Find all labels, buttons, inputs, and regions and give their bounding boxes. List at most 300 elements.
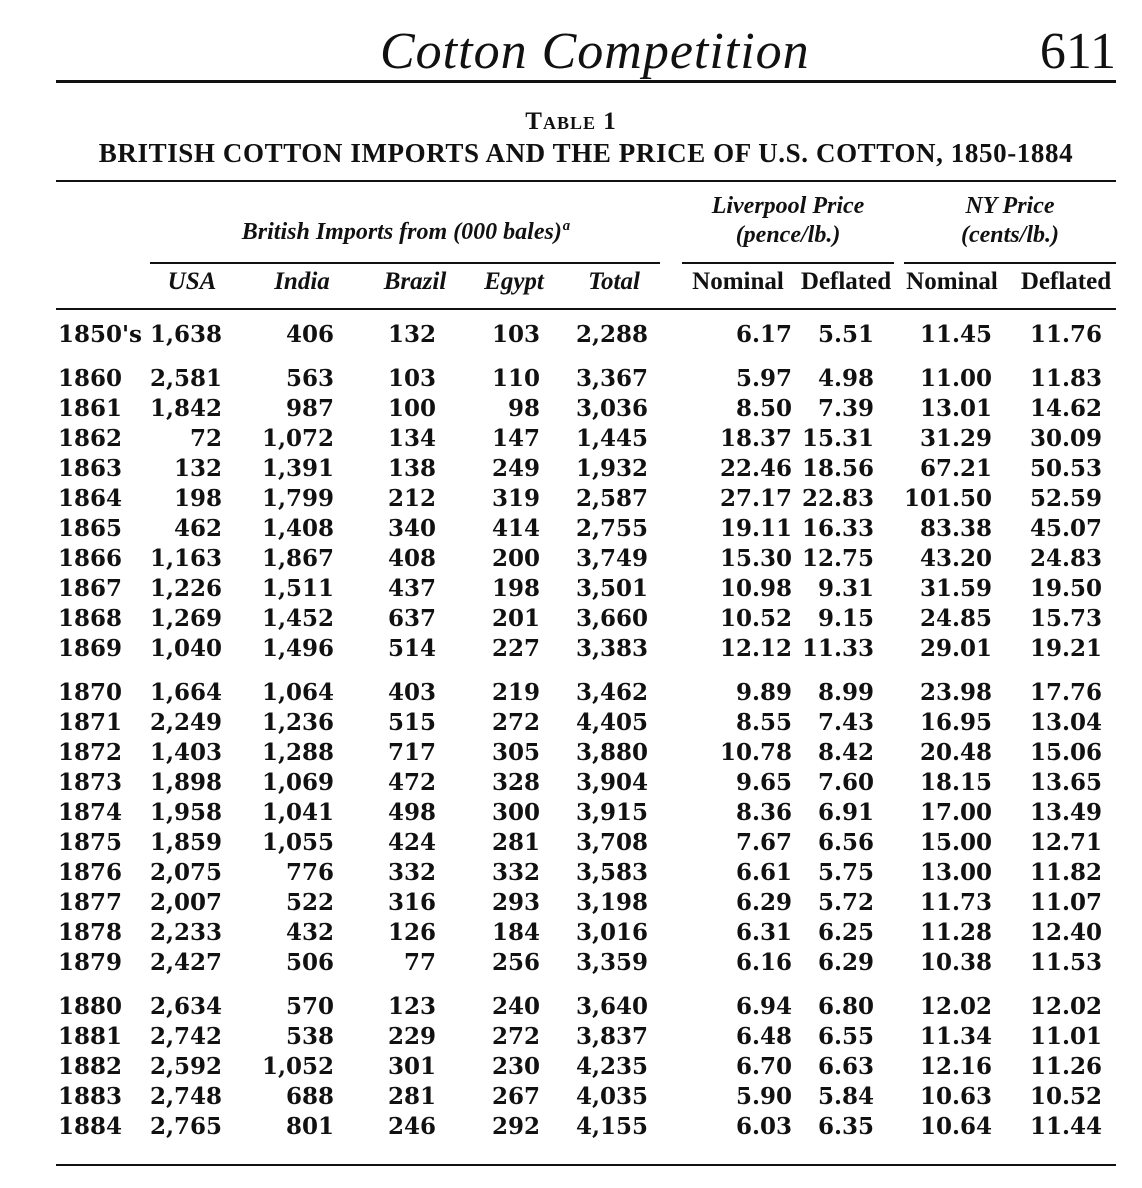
- cell-egypt: 272: [491, 709, 540, 736]
- cell-egypt: 281: [491, 829, 540, 856]
- cell-brazil: 281: [387, 1083, 436, 1110]
- cell-egypt: 256: [491, 949, 540, 976]
- cell-ny-deflated: 11.76: [1029, 321, 1102, 348]
- cell-total: 3,501: [575, 575, 648, 602]
- cell-brazil: 424: [387, 829, 436, 856]
- cell-total: 3,660: [575, 605, 648, 632]
- cell-ny-nominal: 16.95: [919, 709, 992, 736]
- cell-egypt: 240: [491, 993, 540, 1020]
- cell-liv-nominal: 6.16: [735, 949, 792, 976]
- cell-usa: 2,592: [149, 1053, 222, 1080]
- cell-liv-nominal: 18.37: [719, 425, 792, 452]
- table-row: [0, 544, 1142, 574]
- table-top-rule: [56, 180, 1116, 182]
- cell-liv-nominal: 6.94: [735, 993, 792, 1020]
- cell-brazil: 437: [387, 575, 436, 602]
- row-year: 1865: [58, 515, 123, 542]
- table-row: [0, 484, 1142, 514]
- table-row: [0, 454, 1142, 484]
- cell-total: 4,035: [575, 1083, 648, 1110]
- cell-usa: 1,638: [149, 321, 222, 348]
- table-label: Table 1: [525, 108, 617, 135]
- column-header-usa: USA: [167, 268, 217, 295]
- row-year: 1850's: [58, 321, 143, 348]
- group-rule-ny: [904, 262, 1116, 264]
- table-row: [0, 708, 1142, 738]
- cell-india: 1,452: [261, 605, 334, 632]
- cell-ny-nominal: 43.20: [919, 545, 992, 572]
- cell-egypt: 414: [491, 515, 540, 542]
- cell-india: 1,867: [261, 545, 334, 572]
- cell-ny-nominal: 13.00: [919, 859, 992, 886]
- cell-liv-nominal: 15.30: [719, 545, 792, 572]
- cell-liv-nominal: 10.98: [719, 575, 792, 602]
- cell-egypt: 200: [491, 545, 540, 572]
- group-header-liverpool-line2: (pence/lb.): [735, 222, 841, 248]
- cell-india: 1,052: [261, 1053, 334, 1080]
- cell-ny-nominal: 18.15: [919, 769, 992, 796]
- group-rule-liverpool: [682, 262, 894, 264]
- cell-liv-deflated: 9.31: [817, 575, 874, 602]
- cell-usa: 1,958: [149, 799, 222, 826]
- cell-ny-deflated: 30.09: [1029, 425, 1102, 452]
- cell-liv-deflated: 16.33: [801, 515, 874, 542]
- cell-egypt: 98: [507, 395, 540, 422]
- cell-liv-deflated: 6.80: [817, 993, 874, 1020]
- column-header-total: Total: [588, 268, 640, 295]
- group-header-ny-line1: NY Price: [965, 193, 1055, 219]
- cell-total: 4,155: [575, 1113, 648, 1140]
- cell-india: 688: [285, 1083, 334, 1110]
- table-row: [0, 634, 1142, 664]
- cell-liv-deflated: 6.63: [817, 1053, 874, 1080]
- row-year: 1882: [58, 1053, 123, 1080]
- cell-liv-deflated: 5.72: [817, 889, 874, 916]
- cell-ny-deflated: 11.44: [1029, 1113, 1102, 1140]
- cell-usa: 2,634: [149, 993, 222, 1020]
- cell-usa: 462: [173, 515, 222, 542]
- row-year: 1878: [58, 919, 123, 946]
- table-row: [0, 888, 1142, 918]
- cell-egypt: 272: [491, 1023, 540, 1050]
- row-year: 1873: [58, 769, 123, 796]
- cell-ny-deflated: 11.83: [1029, 365, 1102, 392]
- row-year: 1883: [58, 1083, 123, 1110]
- cell-ny-deflated: 24.83: [1029, 545, 1102, 572]
- cell-total: 3,583: [575, 859, 648, 886]
- table-row: [0, 514, 1142, 544]
- cell-egypt: 332: [491, 859, 540, 886]
- cell-usa: 2,007: [149, 889, 222, 916]
- cell-ny-deflated: 15.06: [1029, 739, 1102, 766]
- cell-usa: 2,075: [149, 859, 222, 886]
- row-year: 1870: [58, 679, 123, 706]
- cell-ny-nominal: 10.63: [919, 1083, 992, 1110]
- cell-liv-deflated: 4.98: [817, 365, 874, 392]
- cell-india: 1,041: [261, 799, 334, 826]
- cell-brazil: 126: [387, 919, 436, 946]
- row-year: 1869: [58, 635, 123, 662]
- column-header-egypt: Egypt: [484, 268, 544, 295]
- cell-india: 1,072: [261, 425, 334, 452]
- cell-total: 3,367: [575, 365, 648, 392]
- cell-total: 2,288: [575, 321, 648, 348]
- group-header-imports: [150, 218, 660, 247]
- cell-liv-deflated: 7.43: [817, 709, 874, 736]
- cell-liv-deflated: 15.31: [801, 425, 874, 452]
- cell-brazil: 408: [387, 545, 436, 572]
- cell-india: 987: [285, 395, 334, 422]
- row-year: 1866: [58, 545, 123, 572]
- cell-total: 3,749: [575, 545, 648, 572]
- cell-egypt: 300: [491, 799, 540, 826]
- cell-liv-deflated: 18.56: [801, 455, 874, 482]
- cell-total: 3,837: [575, 1023, 648, 1050]
- cell-usa: 1,664: [149, 679, 222, 706]
- table-row: [0, 394, 1142, 424]
- cell-total: 1,932: [575, 455, 648, 482]
- cell-brazil: 134: [387, 425, 436, 452]
- row-year: 1876: [58, 859, 123, 886]
- cell-usa: 1,403: [149, 739, 222, 766]
- row-year: 1872: [58, 739, 123, 766]
- table-row: [0, 918, 1142, 948]
- cell-ny-deflated: 11.53: [1029, 949, 1102, 976]
- cell-india: 1,064: [261, 679, 334, 706]
- cell-ny-nominal: 11.34: [919, 1023, 992, 1050]
- row-year: 1868: [58, 605, 123, 632]
- cell-ny-nominal: 24.85: [919, 605, 992, 632]
- cell-egypt: 103: [491, 321, 540, 348]
- cell-liv-nominal: 6.70: [735, 1053, 792, 1080]
- cell-liv-nominal: 8.50: [735, 395, 792, 422]
- table-row: [0, 1052, 1142, 1082]
- row-year: 1871: [58, 709, 123, 736]
- cell-brazil: 340: [387, 515, 436, 542]
- column-header-ny-nominal: Nominal: [906, 268, 998, 295]
- cell-usa: 132: [173, 455, 222, 482]
- table-row: [0, 1082, 1142, 1112]
- cell-liv-deflated: 7.60: [817, 769, 874, 796]
- cell-liv-nominal: 6.17: [735, 321, 792, 348]
- table-row: [0, 678, 1142, 708]
- cell-egypt: 227: [491, 635, 540, 662]
- cell-total: 3,880: [575, 739, 648, 766]
- cell-ny-nominal: 12.02: [919, 993, 992, 1020]
- cell-ny-deflated: 10.52: [1029, 1083, 1102, 1110]
- running-header: [0, 18, 1142, 88]
- cell-liv-nominal: 6.31: [735, 919, 792, 946]
- table-bottom-rule: [56, 1164, 1116, 1166]
- group-header-imports-text: British Imports from (000 bales)ª: [241, 219, 569, 245]
- row-year: 1860: [58, 365, 123, 392]
- cell-india: 801: [285, 1113, 334, 1140]
- cell-ny-deflated: 19.50: [1029, 575, 1102, 602]
- cell-liv-nominal: 6.29: [735, 889, 792, 916]
- table-row: [0, 738, 1142, 768]
- cell-egypt: 201: [491, 605, 540, 632]
- table-row: [0, 424, 1142, 454]
- cell-liv-deflated: 22.83: [801, 485, 874, 512]
- cell-usa: 1,269: [149, 605, 222, 632]
- cell-ny-nominal: 10.64: [919, 1113, 992, 1140]
- cell-india: 522: [285, 889, 334, 916]
- cell-india: 506: [285, 949, 334, 976]
- cell-liv-nominal: 19.11: [719, 515, 792, 542]
- cell-liv-deflated: 5.75: [817, 859, 874, 886]
- cell-india: 1,055: [261, 829, 334, 856]
- table-row: [0, 574, 1142, 604]
- page-number: 611: [1039, 23, 1116, 80]
- cell-brazil: 514: [387, 635, 436, 662]
- cell-total: 3,904: [575, 769, 648, 796]
- cell-liv-deflated: 6.55: [817, 1023, 874, 1050]
- cell-usa: 2,581: [149, 365, 222, 392]
- cell-liv-nominal: 12.12: [719, 635, 792, 662]
- cell-ny-nominal: 101.50: [903, 485, 992, 512]
- row-year: 1877: [58, 889, 123, 916]
- cell-liv-deflated: 8.42: [817, 739, 874, 766]
- cell-usa: 1,040: [149, 635, 222, 662]
- cell-usa: 198: [173, 485, 222, 512]
- cell-ny-deflated: 13.49: [1029, 799, 1102, 826]
- cell-egypt: 110: [491, 365, 540, 392]
- row-year: 1881: [58, 1023, 123, 1050]
- table-row: [0, 828, 1142, 858]
- column-header-india: India: [274, 268, 330, 295]
- cell-brazil: 138: [387, 455, 436, 482]
- cell-ny-nominal: 12.16: [919, 1053, 992, 1080]
- cell-brazil: 637: [387, 605, 436, 632]
- cell-total: 3,383: [575, 635, 648, 662]
- cell-liv-deflated: 6.35: [817, 1113, 874, 1140]
- cell-total: 3,359: [575, 949, 648, 976]
- table-row: [0, 320, 1142, 350]
- cell-liv-deflated: 5.84: [817, 1083, 874, 1110]
- group-header-liverpool: [682, 192, 894, 250]
- cell-ny-nominal: 11.00: [919, 365, 992, 392]
- cell-total: 2,755: [575, 515, 648, 542]
- cell-total: 3,198: [575, 889, 648, 916]
- cell-india: 1,391: [261, 455, 334, 482]
- cell-ny-deflated: 13.04: [1029, 709, 1102, 736]
- row-year: 1861: [58, 395, 123, 422]
- cell-egypt: 184: [491, 919, 540, 946]
- cell-total: 3,915: [575, 799, 648, 826]
- cell-brazil: 212: [387, 485, 436, 512]
- column-header-brazil: Brazil: [383, 268, 447, 295]
- table-row: [0, 1112, 1142, 1142]
- cell-total: 1,445: [575, 425, 648, 452]
- cell-ny-nominal: 31.29: [919, 425, 992, 452]
- cell-ny-deflated: 11.01: [1029, 1023, 1102, 1050]
- cell-liv-nominal: 5.90: [735, 1083, 792, 1110]
- cell-ny-nominal: 17.00: [919, 799, 992, 826]
- cell-usa: 2,742: [149, 1023, 222, 1050]
- cell-liv-nominal: 27.17: [719, 485, 792, 512]
- cell-ny-nominal: 11.28: [919, 919, 992, 946]
- cell-usa: 1,842: [149, 395, 222, 422]
- column-header-liv-nominal: Nominal: [692, 268, 784, 295]
- cell-liv-nominal: 6.48: [735, 1023, 792, 1050]
- cell-ny-deflated: 11.82: [1029, 859, 1102, 886]
- cell-ny-nominal: 31.59: [919, 575, 992, 602]
- cell-ny-deflated: 12.40: [1029, 919, 1102, 946]
- cell-liv-deflated: 6.56: [817, 829, 874, 856]
- cell-egypt: 198: [491, 575, 540, 602]
- cell-usa: 1,226: [149, 575, 222, 602]
- cell-usa: 1,859: [149, 829, 222, 856]
- cell-egypt: 147: [491, 425, 540, 452]
- cell-ny-deflated: 15.73: [1029, 605, 1102, 632]
- cell-brazil: 301: [387, 1053, 436, 1080]
- cell-egypt: 319: [491, 485, 540, 512]
- cell-liv-deflated: 7.39: [817, 395, 874, 422]
- cell-liv-nominal: 5.97: [735, 365, 792, 392]
- group-rule-imports: [150, 262, 660, 264]
- table-row: [0, 1022, 1142, 1052]
- cell-ny-deflated: 50.53: [1029, 455, 1102, 482]
- cell-india: 1,236: [261, 709, 334, 736]
- cell-ny-deflated: 14.62: [1029, 395, 1102, 422]
- cell-liv-nominal: 9.89: [735, 679, 792, 706]
- cell-total: 4,235: [575, 1053, 648, 1080]
- group-header-ny-line2: (cents/lb.): [961, 222, 1059, 248]
- row-year: 1884: [58, 1113, 123, 1140]
- cell-liv-deflated: 12.75: [801, 545, 874, 572]
- cell-ny-nominal: 15.00: [919, 829, 992, 856]
- cell-total: 3,708: [575, 829, 648, 856]
- cell-usa: 2,427: [149, 949, 222, 976]
- cell-ny-deflated: 12.02: [1029, 993, 1102, 1020]
- row-year: 1875: [58, 829, 123, 856]
- cell-ny-deflated: 17.76: [1029, 679, 1102, 706]
- row-year: 1867: [58, 575, 123, 602]
- cell-liv-nominal: 8.36: [735, 799, 792, 826]
- column-header-rule: [56, 308, 1116, 310]
- header-rule: [56, 80, 1116, 83]
- cell-liv-nominal: 6.03: [735, 1113, 792, 1140]
- cell-india: 1,288: [261, 739, 334, 766]
- cell-total: 3,640: [575, 993, 648, 1020]
- cell-total: 4,405: [575, 709, 648, 736]
- cell-india: 570: [285, 993, 334, 1020]
- cell-liv-deflated: 6.25: [817, 919, 874, 946]
- cell-ny-nominal: 23.98: [919, 679, 992, 706]
- row-year: 1863: [58, 455, 123, 482]
- cell-brazil: 472: [387, 769, 436, 796]
- cell-egypt: 292: [491, 1113, 540, 1140]
- cell-total: 2,587: [575, 485, 648, 512]
- cell-ny-deflated: 11.26: [1029, 1053, 1102, 1080]
- cell-india: 563: [285, 365, 334, 392]
- cell-usa: 2,765: [149, 1113, 222, 1140]
- row-year: 1880: [58, 993, 123, 1020]
- cell-brazil: 316: [387, 889, 436, 916]
- cell-egypt: 293: [491, 889, 540, 916]
- cell-india: 432: [285, 919, 334, 946]
- cell-ny-nominal: 11.73: [919, 889, 992, 916]
- cell-egypt: 249: [491, 455, 540, 482]
- cell-india: 1,496: [261, 635, 334, 662]
- cell-ny-deflated: 13.65: [1029, 769, 1102, 796]
- cell-india: 1,511: [261, 575, 334, 602]
- row-year: 1879: [58, 949, 123, 976]
- table-row: [0, 798, 1142, 828]
- cell-egypt: 219: [491, 679, 540, 706]
- cell-india: 406: [285, 321, 334, 348]
- cell-ny-deflated: 52.59: [1029, 485, 1102, 512]
- running-title: Cotton Competition: [380, 23, 810, 80]
- cell-ny-nominal: 83.38: [919, 515, 992, 542]
- cell-ny-deflated: 12.71: [1029, 829, 1102, 856]
- cell-total: 3,462: [575, 679, 648, 706]
- cell-ny-nominal: 20.48: [919, 739, 992, 766]
- table-row: [0, 948, 1142, 978]
- cell-ny-nominal: 67.21: [919, 455, 992, 482]
- column-header-liv-deflated: Deflated: [800, 268, 892, 295]
- cell-liv-nominal: 9.65: [735, 769, 792, 796]
- cell-liv-nominal: 7.67: [735, 829, 792, 856]
- cell-brazil: 515: [387, 709, 436, 736]
- cell-brazil: 498: [387, 799, 436, 826]
- cell-ny-deflated: 45.07: [1029, 515, 1102, 542]
- cell-brazil: 403: [387, 679, 436, 706]
- cell-ny-deflated: 19.21: [1029, 635, 1102, 662]
- cell-brazil: 246: [387, 1113, 436, 1140]
- cell-liv-nominal: 22.46: [719, 455, 792, 482]
- cell-brazil: 229: [387, 1023, 436, 1050]
- group-header-liverpool-line1: Liverpool Price: [711, 193, 865, 219]
- cell-india: 538: [285, 1023, 334, 1050]
- cell-brazil: 77: [403, 949, 436, 976]
- row-year: 1862: [58, 425, 123, 452]
- cell-liv-deflated: 6.29: [817, 949, 874, 976]
- cell-india: 776: [285, 859, 334, 886]
- row-year: 1874: [58, 799, 123, 826]
- cell-brazil: 717: [387, 739, 436, 766]
- cell-total: 3,016: [575, 919, 648, 946]
- table-title: BRITISH COTTON IMPORTS AND THE PRICE OF U.S. COTTON, 1850-1884: [98, 138, 1074, 168]
- cell-liv-nominal: 8.55: [735, 709, 792, 736]
- cell-liv-deflated: 11.33: [801, 635, 874, 662]
- cell-usa: 2,233: [149, 919, 222, 946]
- cell-india: 1,408: [261, 515, 334, 542]
- cell-total: 3,036: [575, 395, 648, 422]
- cell-liv-nominal: 10.78: [719, 739, 792, 766]
- cell-usa: 2,748: [149, 1083, 222, 1110]
- group-header-ny: [904, 192, 1116, 250]
- row-year: 1864: [58, 485, 123, 512]
- cell-usa: 72: [189, 425, 222, 452]
- cell-brazil: 123: [387, 993, 436, 1020]
- table-row: [0, 364, 1142, 394]
- cell-liv-deflated: 9.15: [817, 605, 874, 632]
- cell-brazil: 132: [387, 321, 436, 348]
- cell-brazil: 100: [387, 395, 436, 422]
- cell-ny-nominal: 13.01: [919, 395, 992, 422]
- cell-liv-nominal: 10.52: [719, 605, 792, 632]
- cell-liv-nominal: 6.61: [735, 859, 792, 886]
- cell-ny-nominal: 10.38: [919, 949, 992, 976]
- cell-ny-nominal: 29.01: [919, 635, 992, 662]
- cell-egypt: 328: [491, 769, 540, 796]
- column-header-ny-deflated: Deflated: [1020, 268, 1112, 295]
- cell-ny-nominal: 11.45: [919, 321, 992, 348]
- table-row: [0, 604, 1142, 634]
- cell-liv-deflated: 6.91: [817, 799, 874, 826]
- cell-brazil: 332: [387, 859, 436, 886]
